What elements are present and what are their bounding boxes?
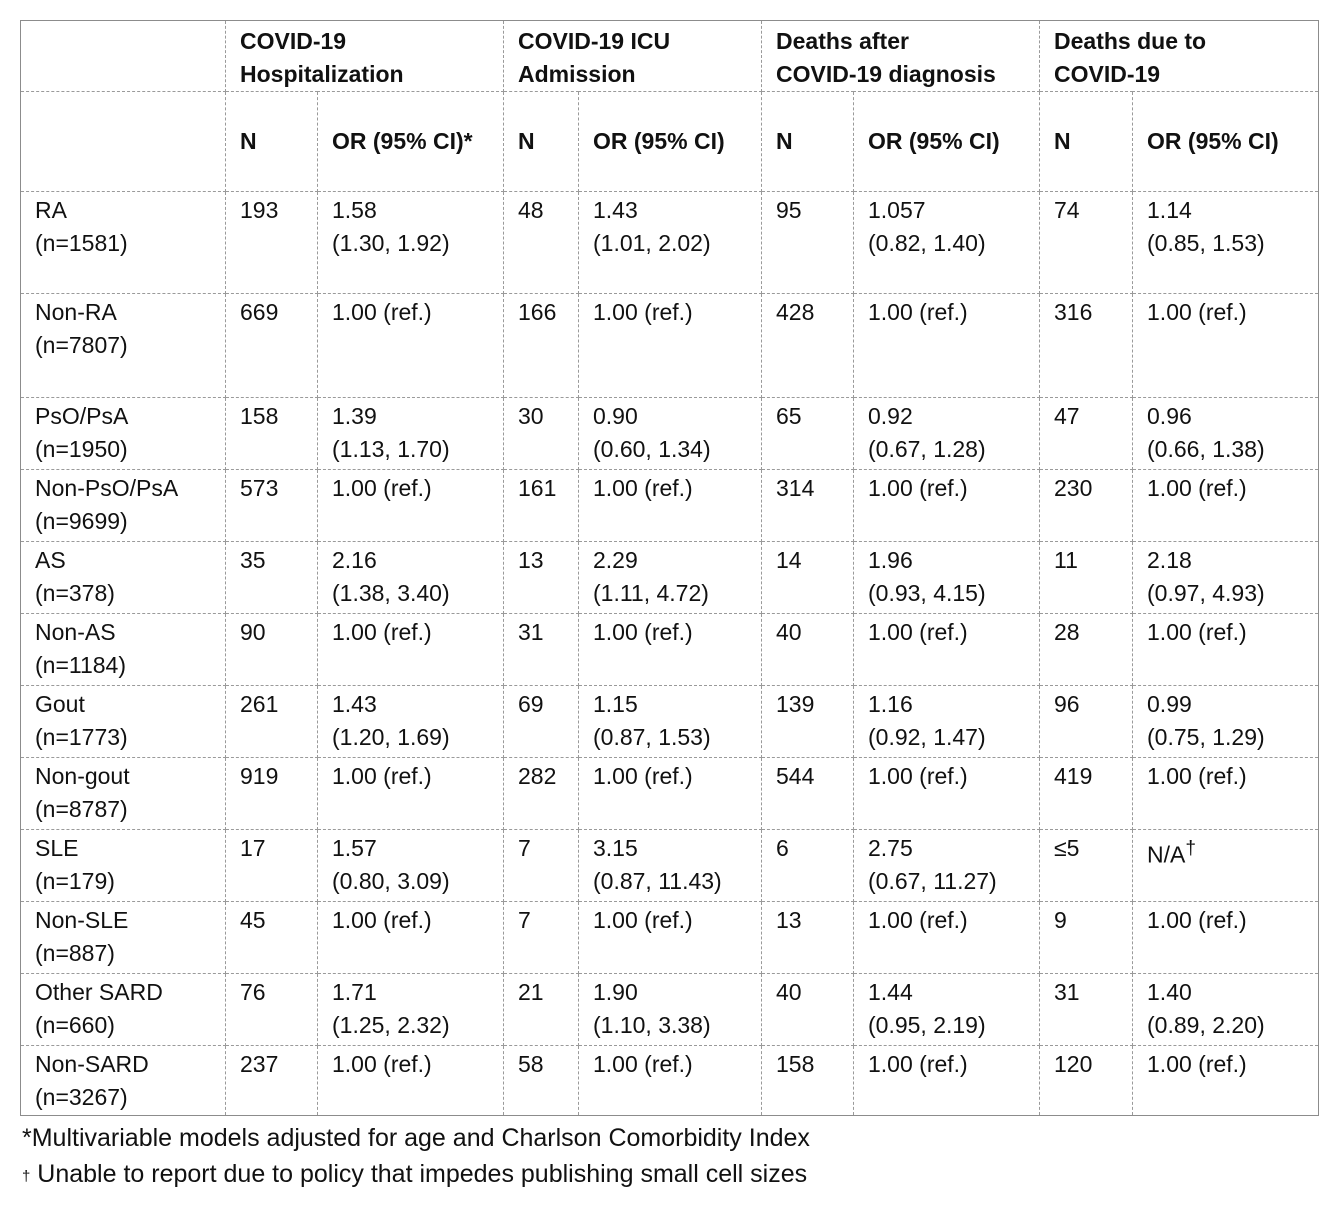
- n-cell: 316: [1040, 294, 1133, 398]
- or-estimate: [868, 688, 1027, 721]
- or-estimate: [593, 760, 749, 793]
- or-estimate: [868, 832, 1027, 865]
- group-header-line2: Admission: [518, 61, 636, 87]
- row-label-name: SLE: [35, 835, 79, 861]
- n-cell: 166: [504, 294, 579, 398]
- or-estimate-value: 1.16: [868, 691, 913, 717]
- or-cell: [579, 542, 762, 614]
- or-cell: [854, 902, 1040, 974]
- or-estimate: [593, 832, 749, 865]
- or-estimate: [1147, 194, 1306, 227]
- or-ci: (1.13, 1.70): [332, 436, 450, 462]
- n-cell: 282: [504, 758, 579, 830]
- or-estimate-value: 1.00 (ref.): [593, 619, 693, 645]
- or-estimate: [868, 1048, 1027, 1081]
- table-row: [21, 470, 1319, 542]
- or-estimate: [868, 296, 1027, 329]
- or-estimate: [593, 688, 749, 721]
- or-cell: [579, 294, 762, 398]
- or-estimate: [1147, 976, 1306, 1009]
- or-estimate-value: 1.14: [1147, 197, 1192, 223]
- or-estimate: [593, 616, 749, 649]
- n-cell: 9: [1040, 902, 1133, 974]
- or-cell: [579, 686, 762, 758]
- or-estimate: [332, 760, 491, 793]
- or-estimate: [1147, 904, 1306, 937]
- or-cell: [854, 758, 1040, 830]
- or-cell: [1133, 614, 1319, 686]
- or-cell: [579, 614, 762, 686]
- or-estimate: [332, 400, 491, 433]
- n-cell: 6: [762, 830, 854, 902]
- or-cell: [318, 470, 504, 542]
- or-column-header: OR (95% CI)*: [318, 92, 504, 192]
- or-estimate-value: 1.00 (ref.): [1147, 1051, 1247, 1077]
- or-estimate-value: 1.00 (ref.): [332, 299, 432, 325]
- or-ci: (1.10, 3.38): [593, 1012, 711, 1038]
- or-estimate-value: 1.00 (ref.): [332, 619, 432, 645]
- or-cell: [318, 398, 504, 470]
- or-estimate-value: 0.99: [1147, 691, 1192, 717]
- footnote-adjustment: *Multivariable models adjusted for age and Charlson Comorbidity Index: [22, 1124, 810, 1152]
- or-estimate-value: 0.96: [1147, 403, 1192, 429]
- or-estimate: [868, 976, 1027, 1009]
- or-estimate-value: 1.58: [332, 197, 377, 223]
- or-estimate: [868, 544, 1027, 577]
- header-row-columns: [21, 92, 1319, 192]
- row-label-count: (n=8787): [35, 796, 128, 822]
- n-cell: 90: [226, 614, 318, 686]
- or-ci: (1.20, 1.69): [332, 724, 450, 750]
- or-estimate: [1147, 1048, 1306, 1081]
- row-label: [21, 398, 226, 470]
- or-cell: [1133, 1046, 1319, 1116]
- or-estimate: [1147, 472, 1306, 505]
- n-cell: 13: [762, 902, 854, 974]
- or-estimate: [593, 472, 749, 505]
- or-cell: [1133, 686, 1319, 758]
- or-estimate: [868, 400, 1027, 433]
- or-estimate: [868, 472, 1027, 505]
- or-estimate-value: 1.39: [332, 403, 377, 429]
- or-ci: (0.80, 3.09): [332, 868, 450, 894]
- or-cell: [1133, 758, 1319, 830]
- row-label-count: (n=660): [35, 1012, 115, 1038]
- n-cell: 573: [226, 470, 318, 542]
- or-estimate: [332, 832, 491, 865]
- or-estimate: [1147, 832, 1306, 872]
- row-label-name: Non-gout: [35, 763, 130, 789]
- or-cell: [1133, 192, 1319, 294]
- or-estimate: [332, 472, 491, 505]
- n-cell: 314: [762, 470, 854, 542]
- n-cell: 669: [226, 294, 318, 398]
- or-estimate: [593, 1048, 749, 1081]
- n-cell: 544: [762, 758, 854, 830]
- or-cell: [854, 830, 1040, 902]
- n-column-header: N: [504, 92, 579, 192]
- n-cell: 7: [504, 830, 579, 902]
- or-estimate-value: 1.00 (ref.): [868, 907, 968, 933]
- group-header: [226, 21, 504, 92]
- or-estimate: [593, 296, 749, 329]
- or-estimate-value: 1.15: [593, 691, 638, 717]
- or-estimate: [332, 194, 491, 227]
- or-ci: (0.67, 1.28): [868, 436, 986, 462]
- row-label-name: Non-RA: [35, 299, 117, 325]
- table-row: [21, 398, 1319, 470]
- or-estimate: [332, 616, 491, 649]
- n-cell: 14: [762, 542, 854, 614]
- table-row: [21, 1046, 1319, 1116]
- row-label-count: (n=378): [35, 580, 115, 606]
- n-cell: 58: [504, 1046, 579, 1116]
- or-cell: [318, 974, 504, 1046]
- or-estimate-value: 1.00 (ref.): [868, 1051, 968, 1077]
- n-cell: ≤5: [1040, 830, 1133, 902]
- row-label-name: Non-AS: [35, 619, 116, 645]
- or-ci: (1.30, 1.92): [332, 230, 450, 256]
- n-cell: 28: [1040, 614, 1133, 686]
- row-label-count: (n=7807): [35, 332, 128, 358]
- or-estimate-value: 0.90: [593, 403, 638, 429]
- or-estimate-value: 1.43: [332, 691, 377, 717]
- n-cell: 45: [226, 902, 318, 974]
- or-estimate: [332, 904, 491, 937]
- row-label-count: (n=887): [35, 940, 115, 966]
- or-estimate-value: 1.00 (ref.): [593, 1051, 693, 1077]
- or-cell: [318, 294, 504, 398]
- or-estimate: [332, 688, 491, 721]
- table-row: [21, 902, 1319, 974]
- or-ci: (0.85, 1.53): [1147, 230, 1265, 256]
- or-estimate-value: 0.92: [868, 403, 913, 429]
- or-estimate-value: 1.00 (ref.): [868, 475, 968, 501]
- or-estimate-value: 1.00 (ref.): [1147, 475, 1247, 501]
- or-ci: (0.87, 1.53): [593, 724, 711, 750]
- or-ci: (1.01, 2.02): [593, 230, 711, 256]
- row-label: [21, 470, 226, 542]
- or-estimate-value: 1.57: [332, 835, 377, 861]
- row-label-count: (n=1773): [35, 724, 128, 750]
- n-cell: 158: [226, 398, 318, 470]
- n-cell: 40: [762, 974, 854, 1046]
- or-estimate-value: 1.44: [868, 979, 913, 1005]
- or-cell: [1133, 294, 1319, 398]
- group-header-line2: Hospitalization: [240, 61, 404, 87]
- n-cell: 11: [1040, 542, 1133, 614]
- or-estimate: [1147, 296, 1306, 329]
- or-cell: [579, 398, 762, 470]
- n-cell: 69: [504, 686, 579, 758]
- or-ci: (0.75, 1.29): [1147, 724, 1265, 750]
- dagger-mark: †: [22, 1168, 31, 1185]
- footnotes: [22, 1120, 810, 1192]
- row-label-count: (n=1950): [35, 436, 128, 462]
- n-cell: 13: [504, 542, 579, 614]
- n-cell: 76: [226, 974, 318, 1046]
- or-column-header: OR (95% CI): [1133, 92, 1319, 192]
- group-header-line1: Deaths after: [776, 28, 909, 54]
- n-cell: 193: [226, 192, 318, 294]
- row-label-name: Non-SLE: [35, 907, 129, 933]
- group-header: [1040, 21, 1319, 92]
- n-cell: 158: [762, 1046, 854, 1116]
- or-ci: (0.67, 11.27): [868, 868, 997, 894]
- group-header-line1: COVID-19 ICU: [518, 28, 671, 54]
- or-estimate-value: 1.00 (ref.): [868, 619, 968, 645]
- or-cell: [1133, 830, 1319, 902]
- row-label-name: AS: [35, 547, 66, 573]
- n-cell: 40: [762, 614, 854, 686]
- or-ci: (0.97, 4.93): [1147, 580, 1265, 606]
- or-cell: [318, 758, 504, 830]
- or-cell: [318, 830, 504, 902]
- or-cell: [854, 1046, 1040, 1116]
- or-cell: [854, 542, 1040, 614]
- results-table: [20, 20, 1319, 1116]
- row-label-name: RA: [35, 197, 67, 223]
- n-column-header: N: [226, 92, 318, 192]
- group-header: [762, 21, 1040, 92]
- label-column-header: [21, 92, 226, 192]
- or-cell: [579, 1046, 762, 1116]
- n-cell: 65: [762, 398, 854, 470]
- n-cell: 96: [1040, 686, 1133, 758]
- or-estimate-value: 1.057: [868, 197, 926, 223]
- or-estimate-value: 3.15: [593, 835, 638, 861]
- table-row: [21, 758, 1319, 830]
- or-estimate-value: 1.96: [868, 547, 913, 573]
- or-cell: [1133, 974, 1319, 1046]
- or-cell: [318, 902, 504, 974]
- row-label: [21, 1046, 226, 1116]
- or-cell: [854, 614, 1040, 686]
- n-column-header: N: [1040, 92, 1133, 192]
- corner-cell: [21, 21, 226, 92]
- row-label: [21, 542, 226, 614]
- table-row: [21, 192, 1319, 294]
- or-estimate-value: 1.00 (ref.): [332, 907, 432, 933]
- or-estimate: [868, 194, 1027, 227]
- row-label-name: Gout: [35, 691, 85, 717]
- row-label-count: (n=1581): [35, 230, 128, 256]
- row-label: [21, 758, 226, 830]
- or-estimate-value: 1.43: [593, 197, 638, 223]
- or-estimate-value: 1.40: [1147, 979, 1192, 1005]
- n-cell: 428: [762, 294, 854, 398]
- or-cell: [579, 830, 762, 902]
- or-estimate-value: 1.00 (ref.): [1147, 619, 1247, 645]
- n-cell: 139: [762, 686, 854, 758]
- or-estimate-value: 1.00 (ref.): [332, 763, 432, 789]
- or-estimate-value: 1.00 (ref.): [868, 299, 968, 325]
- or-estimate-value: 1.00 (ref.): [593, 907, 693, 933]
- or-estimate: [1147, 544, 1306, 577]
- or-estimate-value: 2.18: [1147, 547, 1192, 573]
- or-ci: (1.25, 2.32): [332, 1012, 450, 1038]
- row-label-count: (n=1184): [35, 652, 127, 678]
- or-ci: (0.93, 4.15): [868, 580, 986, 606]
- table-row: [21, 830, 1319, 902]
- n-cell: 35: [226, 542, 318, 614]
- or-estimate-value: 1.00 (ref.): [332, 1051, 432, 1077]
- n-cell: 48: [504, 192, 579, 294]
- or-ci: (1.11, 4.72): [593, 580, 709, 606]
- or-ci: (0.82, 1.40): [868, 230, 986, 256]
- or-cell: [854, 192, 1040, 294]
- row-label: [21, 830, 226, 902]
- or-estimate: [593, 904, 749, 937]
- table-row: [21, 294, 1319, 398]
- n-cell: 7: [504, 902, 579, 974]
- or-estimate-value: 1.00 (ref.): [332, 475, 432, 501]
- row-label-count: (n=179): [35, 868, 115, 894]
- table-row: [21, 542, 1319, 614]
- or-cell: [318, 1046, 504, 1116]
- or-estimate-value: 1.00 (ref.): [868, 763, 968, 789]
- or-ci: (1.38, 3.40): [332, 580, 450, 606]
- or-estimate: [1147, 688, 1306, 721]
- or-estimate: [868, 616, 1027, 649]
- or-cell: [318, 542, 504, 614]
- or-estimate: [332, 1048, 491, 1081]
- or-cell: [579, 470, 762, 542]
- row-label: [21, 294, 226, 398]
- group-header-line2: COVID-19 diagnosis: [776, 61, 996, 87]
- n-cell: 919: [226, 758, 318, 830]
- row-label: [21, 974, 226, 1046]
- or-estimate-value: 2.29: [593, 547, 638, 573]
- n-cell: 237: [226, 1046, 318, 1116]
- or-cell: [579, 192, 762, 294]
- n-cell: 261: [226, 686, 318, 758]
- or-estimate: [1147, 616, 1306, 649]
- footnote-dagger-text: Unable to report due to policy that impedes publishing small cell sizes: [30, 1160, 808, 1188]
- n-cell: 30: [504, 398, 579, 470]
- or-ci: (0.89, 2.20): [1147, 1012, 1265, 1038]
- or-cell: [1133, 470, 1319, 542]
- or-ci: (0.66, 1.38): [1147, 436, 1265, 462]
- or-estimate-value: 2.16: [332, 547, 377, 573]
- or-estimate: [593, 544, 749, 577]
- n-cell: 17: [226, 830, 318, 902]
- or-estimate-value: 1.90: [593, 979, 638, 1005]
- or-estimate: [1147, 400, 1306, 433]
- or-cell: [854, 398, 1040, 470]
- or-estimate: [868, 904, 1027, 937]
- row-label-name: Other SARD: [35, 979, 163, 1005]
- or-cell: [318, 686, 504, 758]
- or-cell: [1133, 542, 1319, 614]
- or-cell: [1133, 398, 1319, 470]
- n-cell: 230: [1040, 470, 1133, 542]
- table-row: [21, 614, 1319, 686]
- dagger-mark: †: [1185, 838, 1197, 859]
- or-ci: (0.95, 2.19): [868, 1012, 986, 1038]
- or-estimate-value: 1.00 (ref.): [1147, 763, 1247, 789]
- or-cell: [854, 686, 1040, 758]
- or-estimate-value: 1.00 (ref.): [593, 299, 693, 325]
- n-cell: 419: [1040, 758, 1133, 830]
- row-label-count: (n=3267): [35, 1084, 128, 1110]
- row-label-name: Non-SARD: [35, 1051, 149, 1077]
- or-cell: [579, 974, 762, 1046]
- n-cell: 74: [1040, 192, 1133, 294]
- n-cell: 31: [1040, 974, 1133, 1046]
- row-label: [21, 902, 226, 974]
- or-estimate: [1147, 760, 1306, 793]
- or-estimate-value: 1.00 (ref.): [1147, 907, 1247, 933]
- group-header-line1: Deaths due to: [1054, 28, 1207, 54]
- or-cell: [854, 974, 1040, 1046]
- or-ci: (0.87, 11.43): [593, 868, 722, 894]
- or-estimate-value: 2.75: [868, 835, 913, 861]
- or-cell: [318, 192, 504, 294]
- or-estimate-value: 1.00 (ref.): [1147, 299, 1247, 325]
- or-cell: [854, 470, 1040, 542]
- or-estimate: [868, 760, 1027, 793]
- row-label-name: PsO/PsA: [35, 403, 129, 429]
- group-header-line2: COVID-19: [1054, 61, 1161, 87]
- row-label-name: Non-PsO/PsA: [35, 475, 179, 501]
- or-estimate-value: N/A: [1147, 841, 1186, 868]
- or-cell: [318, 614, 504, 686]
- or-estimate-value: 1.71: [332, 979, 377, 1005]
- or-column-header: OR (95% CI): [579, 92, 762, 192]
- n-cell: 120: [1040, 1046, 1133, 1116]
- or-ci: (0.60, 1.34): [593, 436, 711, 462]
- n-cell: 21: [504, 974, 579, 1046]
- table-body: [21, 192, 1319, 1116]
- or-estimate: [593, 400, 749, 433]
- or-estimate: [593, 976, 749, 1009]
- or-column-header: OR (95% CI): [854, 92, 1040, 192]
- or-estimate-value: 1.00 (ref.): [593, 475, 693, 501]
- row-label: [21, 192, 226, 294]
- footnote-dagger: [22, 1156, 810, 1192]
- header-row-groups: [21, 21, 1319, 92]
- or-ci: (0.92, 1.47): [868, 724, 986, 750]
- or-cell: [854, 294, 1040, 398]
- row-label: [21, 686, 226, 758]
- n-cell: 31: [504, 614, 579, 686]
- row-label: [21, 614, 226, 686]
- or-estimate-value: 1.00 (ref.): [593, 763, 693, 789]
- or-cell: [579, 758, 762, 830]
- group-header: [504, 21, 762, 92]
- or-estimate: [332, 296, 491, 329]
- or-cell: [1133, 902, 1319, 974]
- n-cell: 47: [1040, 398, 1133, 470]
- or-cell: [579, 902, 762, 974]
- row-label-count: (n=9699): [35, 508, 128, 534]
- n-cell: 95: [762, 192, 854, 294]
- table-row: [21, 974, 1319, 1046]
- or-estimate: [593, 194, 749, 227]
- group-header-line1: COVID-19: [240, 28, 347, 54]
- or-estimate: [332, 976, 491, 1009]
- n-column-header: N: [762, 92, 854, 192]
- table-row: [21, 686, 1319, 758]
- or-estimate: [332, 544, 491, 577]
- n-cell: 161: [504, 470, 579, 542]
